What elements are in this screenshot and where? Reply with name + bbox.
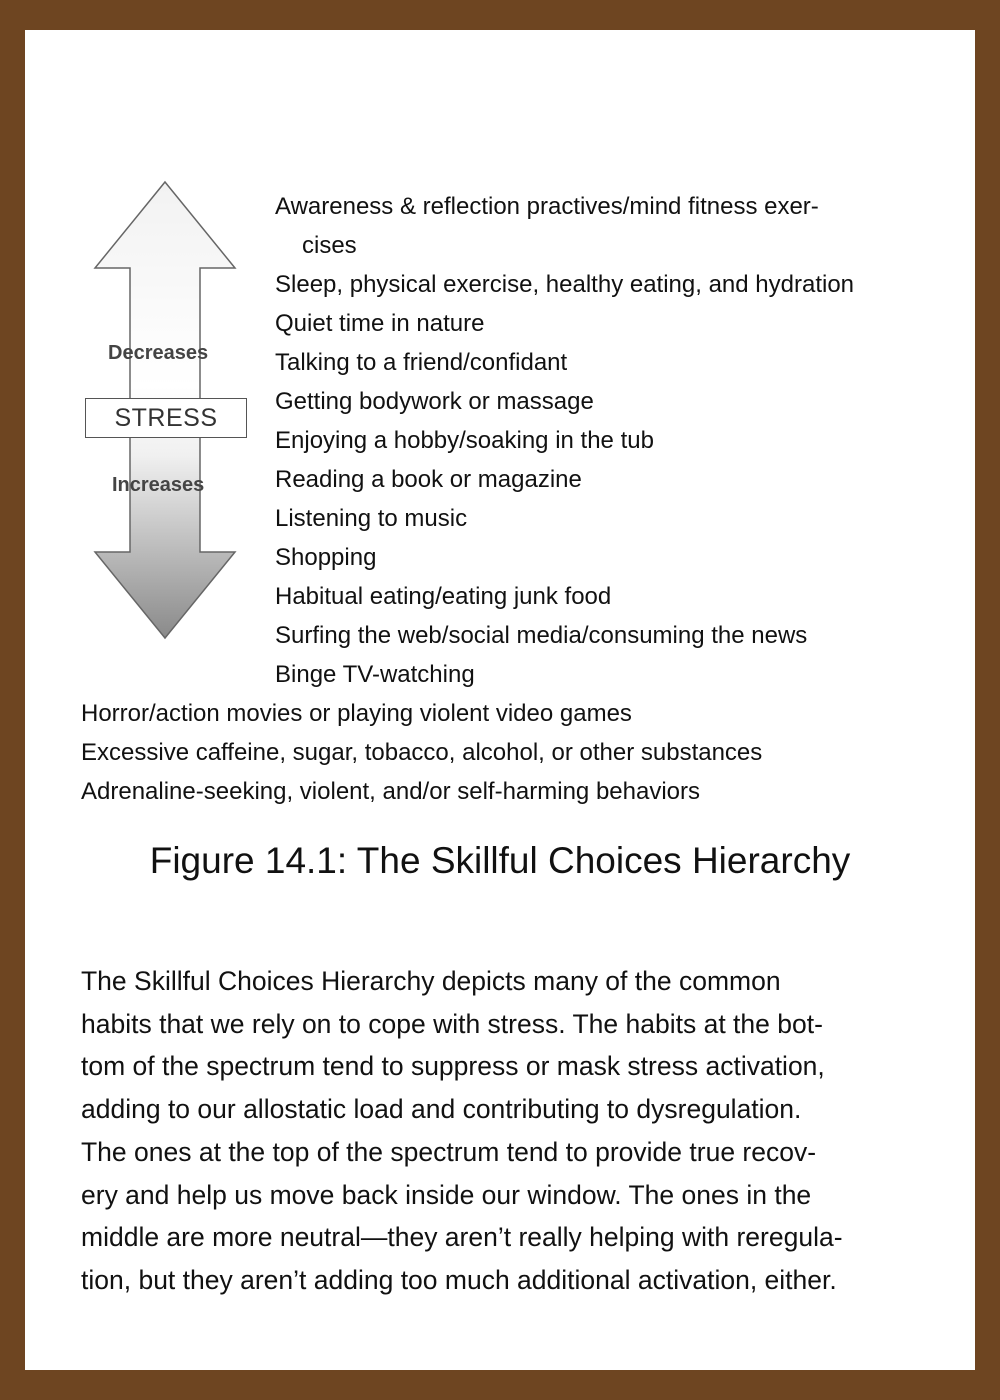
- list-item: Listening to music: [275, 505, 468, 532]
- body-paragraph: [81, 960, 931, 1302]
- list-item: Adrenaline-seeking, violent, and/or self-harming behaviors: [81, 778, 701, 805]
- decreases-label: Decreases: [108, 342, 209, 364]
- list-item: Awareness & reflection practives/mind fitness exer-: [275, 193, 819, 220]
- paragraph-line: habits that we rely on to cope with stress. The habits at the bot-: [81, 1008, 823, 1039]
- lower-habit-list: [81, 694, 941, 811]
- book-page: [25, 30, 975, 1370]
- list-item: Horror/action movies or playing violent video games: [81, 700, 632, 727]
- upper-habit-list: [275, 187, 955, 694]
- list-item: Sleep, physical exercise, healthy eating, and hydration: [275, 271, 855, 298]
- paragraph-line: tom of the spectrum tend to suppress or mask stress activation,: [81, 1051, 825, 1082]
- list-item: Excessive caffeine, sugar, tobacco, alcohol, or other substances: [81, 739, 763, 766]
- paragraph-line: The Skillful Choices Hierarchy depicts many of the common: [81, 966, 781, 996]
- list-item: Enjoying a hobby/soaking in the tub: [275, 427, 654, 454]
- paragraph-line: tion, but they aren’t adding too much additional activation, either.: [81, 1264, 837, 1295]
- list-item: Binge TV-watching: [275, 661, 475, 688]
- list-item: Reading a book or magazine: [275, 466, 582, 493]
- stress-arrow-diagram: [85, 180, 265, 640]
- stress-label-box: STRESS: [85, 398, 247, 438]
- list-item: Shopping: [275, 544, 377, 571]
- increases-label: Increases: [112, 474, 205, 496]
- paragraph-line: middle are more neutral—they aren’t really helping with reregula-: [81, 1222, 843, 1253]
- list-item: Quiet time in nature: [275, 310, 485, 337]
- list-item: cises: [302, 232, 357, 259]
- figure-caption: Figure 14.1: The Skillful Choices Hierarchy: [149, 840, 851, 881]
- paragraph-line: The ones at the top of the spectrum tend to provide true recov-: [81, 1136, 817, 1167]
- list-item: Talking to a friend/confidant: [275, 349, 568, 376]
- paragraph-line: ery and help us move back inside our window. The ones in the: [81, 1179, 812, 1210]
- list-item: Surfing the web/social media/consuming the news: [275, 622, 808, 649]
- list-item: Getting bodywork or massage: [275, 388, 594, 415]
- paragraph-line: adding to our allostatic load and contributing to dysregulation.: [81, 1094, 802, 1125]
- list-item: Habitual eating/eating junk food: [275, 583, 612, 610]
